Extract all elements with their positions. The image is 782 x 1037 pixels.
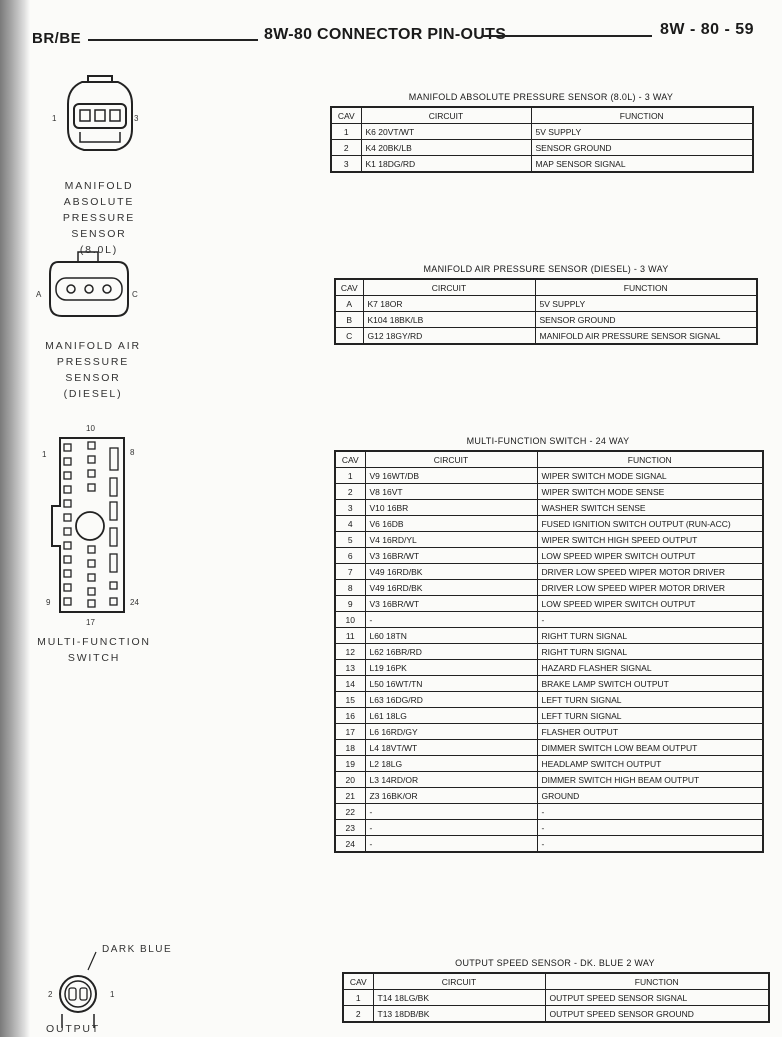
label-line: MANIFOLD AIR bbox=[45, 340, 141, 352]
function-cell: - bbox=[537, 804, 763, 820]
header-rule-left bbox=[88, 39, 258, 41]
circuit-cell: L60 18TN bbox=[365, 628, 537, 644]
output-speed-sensor-table-title: OUTPUT SPEED SENSOR - DK. BLUE 2 WAY bbox=[455, 958, 655, 968]
table-row bbox=[335, 772, 763, 788]
circuit-cell: L19 16PK bbox=[365, 660, 537, 676]
cav-header: CAV bbox=[335, 279, 363, 296]
circuit-cell: V4 16RD/YL bbox=[365, 532, 537, 548]
circuit-cell: L4 18VT/WT bbox=[365, 740, 537, 756]
page-number: 8W - 80 - 59 bbox=[660, 21, 755, 38]
circuit-header: CIRCUIT bbox=[373, 973, 545, 990]
table-row bbox=[335, 740, 763, 756]
table-row bbox=[343, 1006, 769, 1023]
cav-cell: 3 bbox=[335, 500, 365, 516]
function-cell: SENSOR GROUND bbox=[535, 312, 757, 328]
circuit-header: CIRCUIT bbox=[363, 279, 535, 296]
page-title: 8W-80 CONNECTOR PIN-OUTS bbox=[264, 26, 507, 43]
table-row bbox=[335, 788, 763, 804]
circuit-cell: V49 16RD/BK bbox=[365, 580, 537, 596]
function-header: FUNCTION bbox=[545, 973, 769, 990]
table-row bbox=[335, 468, 763, 484]
table-row bbox=[335, 836, 763, 853]
cav-cell: 13 bbox=[335, 660, 365, 676]
table-row bbox=[335, 692, 763, 708]
cav-cell: 9 bbox=[335, 596, 365, 612]
function-cell: OUTPUT SPEED SENSOR SIGNAL bbox=[545, 990, 769, 1006]
table-row bbox=[335, 708, 763, 724]
function-cell: GROUND bbox=[537, 788, 763, 804]
label-line: PRESSURE SENSOR bbox=[62, 212, 136, 240]
map-diesel-table-title: MANIFOLD AIR PRESSURE SENSOR (DIESEL) - 3 WAY bbox=[423, 264, 669, 274]
circuit-cell: - bbox=[365, 820, 537, 836]
function-cell: FLASHER OUTPUT bbox=[537, 724, 763, 740]
circuit-cell: L6 16RD/GY bbox=[365, 724, 537, 740]
function-cell: FUSED IGNITION SWITCH OUTPUT (RUN-ACC) bbox=[537, 516, 763, 532]
table-row bbox=[343, 990, 769, 1006]
circuit-cell: K4 20BK/LB bbox=[361, 140, 531, 156]
cav-cell: 24 bbox=[335, 836, 365, 853]
map-diesel-connector-icon bbox=[44, 250, 134, 322]
label-line: OUTPUT bbox=[46, 1023, 100, 1035]
table-row bbox=[335, 296, 757, 312]
cav-cell: 1 bbox=[331, 124, 361, 140]
function-cell: - bbox=[537, 612, 763, 628]
table-row bbox=[331, 124, 753, 140]
table-row bbox=[335, 484, 763, 500]
function-cell: MAP SENSOR SIGNAL bbox=[531, 156, 753, 173]
cav-cell: 14 bbox=[335, 676, 365, 692]
map-sensor-connector-icon bbox=[60, 74, 140, 154]
map-sensor-label bbox=[34, 178, 164, 258]
table-header-row bbox=[335, 451, 763, 468]
table-row bbox=[335, 532, 763, 548]
label-line: MANIFOLD ABSOLUTE bbox=[63, 180, 135, 208]
cav-cell: 18 bbox=[335, 740, 365, 756]
function-cell: LOW SPEED WIPER SWITCH OUTPUT bbox=[537, 596, 763, 612]
cav-cell: B bbox=[335, 312, 363, 328]
cav-cell: 10 bbox=[335, 612, 365, 628]
table-row bbox=[335, 596, 763, 612]
cav-cell: 1 bbox=[335, 468, 365, 484]
table-row bbox=[335, 756, 763, 772]
cav-cell: 22 bbox=[335, 804, 365, 820]
function-cell: - bbox=[537, 836, 763, 853]
function-header: FUNCTION bbox=[535, 279, 757, 296]
pin-label-1: 1 bbox=[42, 450, 47, 459]
table-row bbox=[335, 820, 763, 836]
circuit-cell: T13 18DB/BK bbox=[373, 1006, 545, 1023]
circuit-cell: - bbox=[365, 612, 537, 628]
circuit-cell: L62 16BR/RD bbox=[365, 644, 537, 660]
cav-cell: 1 bbox=[343, 990, 373, 1006]
cav-cell: 12 bbox=[335, 644, 365, 660]
circuit-cell: Z3 16BK/OR bbox=[365, 788, 537, 804]
label-line: (DIESEL) bbox=[63, 388, 123, 400]
circuit-cell: V49 16RD/BK bbox=[365, 564, 537, 580]
multifunction-switch-label bbox=[30, 634, 158, 666]
pin-label-c: C bbox=[132, 290, 138, 299]
circuit-cell: K104 18BK/LB bbox=[363, 312, 535, 328]
function-cell: LEFT TURN SIGNAL bbox=[537, 692, 763, 708]
map-diesel-label bbox=[28, 338, 158, 402]
cav-cell: 3 bbox=[331, 156, 361, 173]
cav-cell: C bbox=[335, 328, 363, 345]
table-row bbox=[335, 724, 763, 740]
cav-cell: 2 bbox=[343, 1006, 373, 1023]
function-cell: RIGHT TURN SIGNAL bbox=[537, 628, 763, 644]
function-cell: SENSOR GROUND bbox=[531, 140, 753, 156]
pin-label-17: 17 bbox=[86, 618, 95, 627]
function-cell: DRIVER LOW SPEED WIPER MOTOR DRIVER bbox=[537, 564, 763, 580]
circuit-cell: - bbox=[365, 804, 537, 820]
label-line: (8.0L) bbox=[79, 244, 119, 256]
circuit-cell: K7 18OR bbox=[363, 296, 535, 312]
color-callout: DARK BLUE bbox=[102, 944, 173, 955]
circuit-cell: V10 16BR bbox=[365, 500, 537, 516]
label-line: PRESSURE SENSOR bbox=[56, 356, 130, 384]
circuit-cell: V3 16BR/WT bbox=[365, 548, 537, 564]
function-cell: LOW SPEED WIPER SWITCH OUTPUT bbox=[537, 548, 763, 564]
cav-header: CAV bbox=[331, 107, 361, 124]
function-cell: WIPER SWITCH MODE SIGNAL bbox=[537, 468, 763, 484]
cav-cell: 8 bbox=[335, 580, 365, 596]
map-diesel-pin-table bbox=[334, 278, 758, 345]
function-cell: HEADLAMP SWITCH OUTPUT bbox=[537, 756, 763, 772]
table-row bbox=[335, 580, 763, 596]
table-header-row bbox=[335, 279, 757, 296]
function-cell: DIMMER SWITCH LOW BEAM OUTPUT bbox=[537, 740, 763, 756]
table-header-row bbox=[331, 107, 753, 124]
pin-label-9: 9 bbox=[46, 598, 51, 607]
cav-cell: 15 bbox=[335, 692, 365, 708]
cav-cell: 19 bbox=[335, 756, 365, 772]
table-row bbox=[335, 612, 763, 628]
header-rule-right bbox=[482, 35, 652, 37]
function-cell: RIGHT TURN SIGNAL bbox=[537, 644, 763, 660]
cav-cell: 5 bbox=[335, 532, 365, 548]
function-cell: WIPER SWITCH HIGH SPEED OUTPUT bbox=[537, 532, 763, 548]
circuit-cell: L63 16DG/RD bbox=[365, 692, 537, 708]
table-row bbox=[335, 312, 757, 328]
multifunction-switch-table-title: MULTI-FUNCTION SWITCH - 24 WAY bbox=[466, 436, 630, 446]
circuit-cell: V3 16BR/WT bbox=[365, 596, 537, 612]
function-cell: MANIFOLD AIR PRESSURE SENSOR SIGNAL bbox=[535, 328, 757, 345]
pin-label-24: 24 bbox=[130, 598, 139, 607]
map-sensor-table-title: MANIFOLD ABSOLUTE PRESSURE SENSOR (8.0L) - 3 WAY bbox=[408, 92, 674, 102]
pin-label-10: 10 bbox=[86, 424, 95, 433]
function-cell: 5V SUPPLY bbox=[535, 296, 757, 312]
pin-label-1: 1 bbox=[52, 114, 57, 123]
circuit-cell: G12 18GY/RD bbox=[363, 328, 535, 345]
cav-cell: 7 bbox=[335, 564, 365, 580]
function-header: FUNCTION bbox=[531, 107, 753, 124]
cav-cell: 6 bbox=[335, 548, 365, 564]
cav-cell: 2 bbox=[335, 484, 365, 500]
page-header bbox=[30, 18, 760, 48]
function-cell: LEFT TURN SIGNAL bbox=[537, 708, 763, 724]
pin-label-1: 1 bbox=[110, 990, 115, 999]
table-row bbox=[335, 516, 763, 532]
output-speed-sensor-label bbox=[46, 1021, 116, 1037]
table-header-row bbox=[343, 973, 769, 990]
function-cell: DIMMER SWITCH HIGH BEAM OUTPUT bbox=[537, 772, 763, 788]
table-row bbox=[335, 676, 763, 692]
table-row bbox=[335, 564, 763, 580]
function-cell: HAZARD FLASHER SIGNAL bbox=[537, 660, 763, 676]
function-cell: BRAKE LAMP SWITCH OUTPUT bbox=[537, 676, 763, 692]
output-speed-sensor-pin-table bbox=[342, 972, 770, 1023]
circuit-cell: V8 16VT bbox=[365, 484, 537, 500]
function-cell: 5V SUPPLY bbox=[531, 124, 753, 140]
circuit-cell: L61 18LG bbox=[365, 708, 537, 724]
table-row bbox=[335, 548, 763, 564]
table-row bbox=[331, 156, 753, 173]
circuit-cell: K6 20VT/WT bbox=[361, 124, 531, 140]
circuit-header: CIRCUIT bbox=[361, 107, 531, 124]
multifunction-switch-connector-icon bbox=[50, 436, 134, 616]
cav-cell: 16 bbox=[335, 708, 365, 724]
cav-cell: 2 bbox=[331, 140, 361, 156]
function-cell: WIPER SWITCH MODE SENSE bbox=[537, 484, 763, 500]
table-row bbox=[335, 328, 757, 345]
cav-cell: 20 bbox=[335, 772, 365, 788]
function-cell: WASHER SWITCH SENSE bbox=[537, 500, 763, 516]
pin-label-8: 8 bbox=[130, 448, 135, 457]
circuit-cell: L2 18LG bbox=[365, 756, 537, 772]
label-line: MULTI-FUNCTION bbox=[37, 636, 151, 648]
pin-label-a: A bbox=[36, 290, 42, 299]
table-row bbox=[335, 628, 763, 644]
cav-cell: 21 bbox=[335, 788, 365, 804]
multifunction-switch-pin-table bbox=[334, 450, 764, 853]
function-header: FUNCTION bbox=[537, 451, 763, 468]
cav-cell: 23 bbox=[335, 820, 365, 836]
table-row bbox=[335, 660, 763, 676]
label-line: SWITCH bbox=[67, 652, 121, 664]
circuit-cell: L3 14RD/OR bbox=[365, 772, 537, 788]
table-row bbox=[331, 140, 753, 156]
output-speed-sensor-connector-icon bbox=[56, 948, 116, 1028]
pin-label-3: 3 bbox=[134, 114, 139, 123]
cav-header: CAV bbox=[335, 451, 365, 468]
table-row bbox=[335, 644, 763, 660]
circuit-cell: V6 16DB bbox=[365, 516, 537, 532]
table-row bbox=[335, 500, 763, 516]
circuit-cell: V9 16WT/DB bbox=[365, 468, 537, 484]
vehicle-code: BR/BE bbox=[32, 30, 82, 47]
pin-label-2: 2 bbox=[48, 990, 53, 999]
circuit-cell: - bbox=[365, 836, 537, 853]
book-spine-shadow bbox=[0, 0, 30, 1037]
table-row bbox=[335, 804, 763, 820]
cav-cell: A bbox=[335, 296, 363, 312]
cav-header: CAV bbox=[343, 973, 373, 990]
function-cell: OUTPUT SPEED SENSOR GROUND bbox=[545, 1006, 769, 1023]
circuit-cell: T14 18LG/BK bbox=[373, 990, 545, 1006]
cav-cell: 4 bbox=[335, 516, 365, 532]
cav-cell: 11 bbox=[335, 628, 365, 644]
circuit-cell: L50 16WT/TN bbox=[365, 676, 537, 692]
function-cell: - bbox=[537, 820, 763, 836]
map-sensor-pin-table bbox=[330, 106, 754, 173]
function-cell: DRIVER LOW SPEED WIPER MOTOR DRIVER bbox=[537, 580, 763, 596]
cav-cell: 17 bbox=[335, 724, 365, 740]
circuit-cell: K1 18DG/RD bbox=[361, 156, 531, 173]
circuit-header: CIRCUIT bbox=[365, 451, 537, 468]
